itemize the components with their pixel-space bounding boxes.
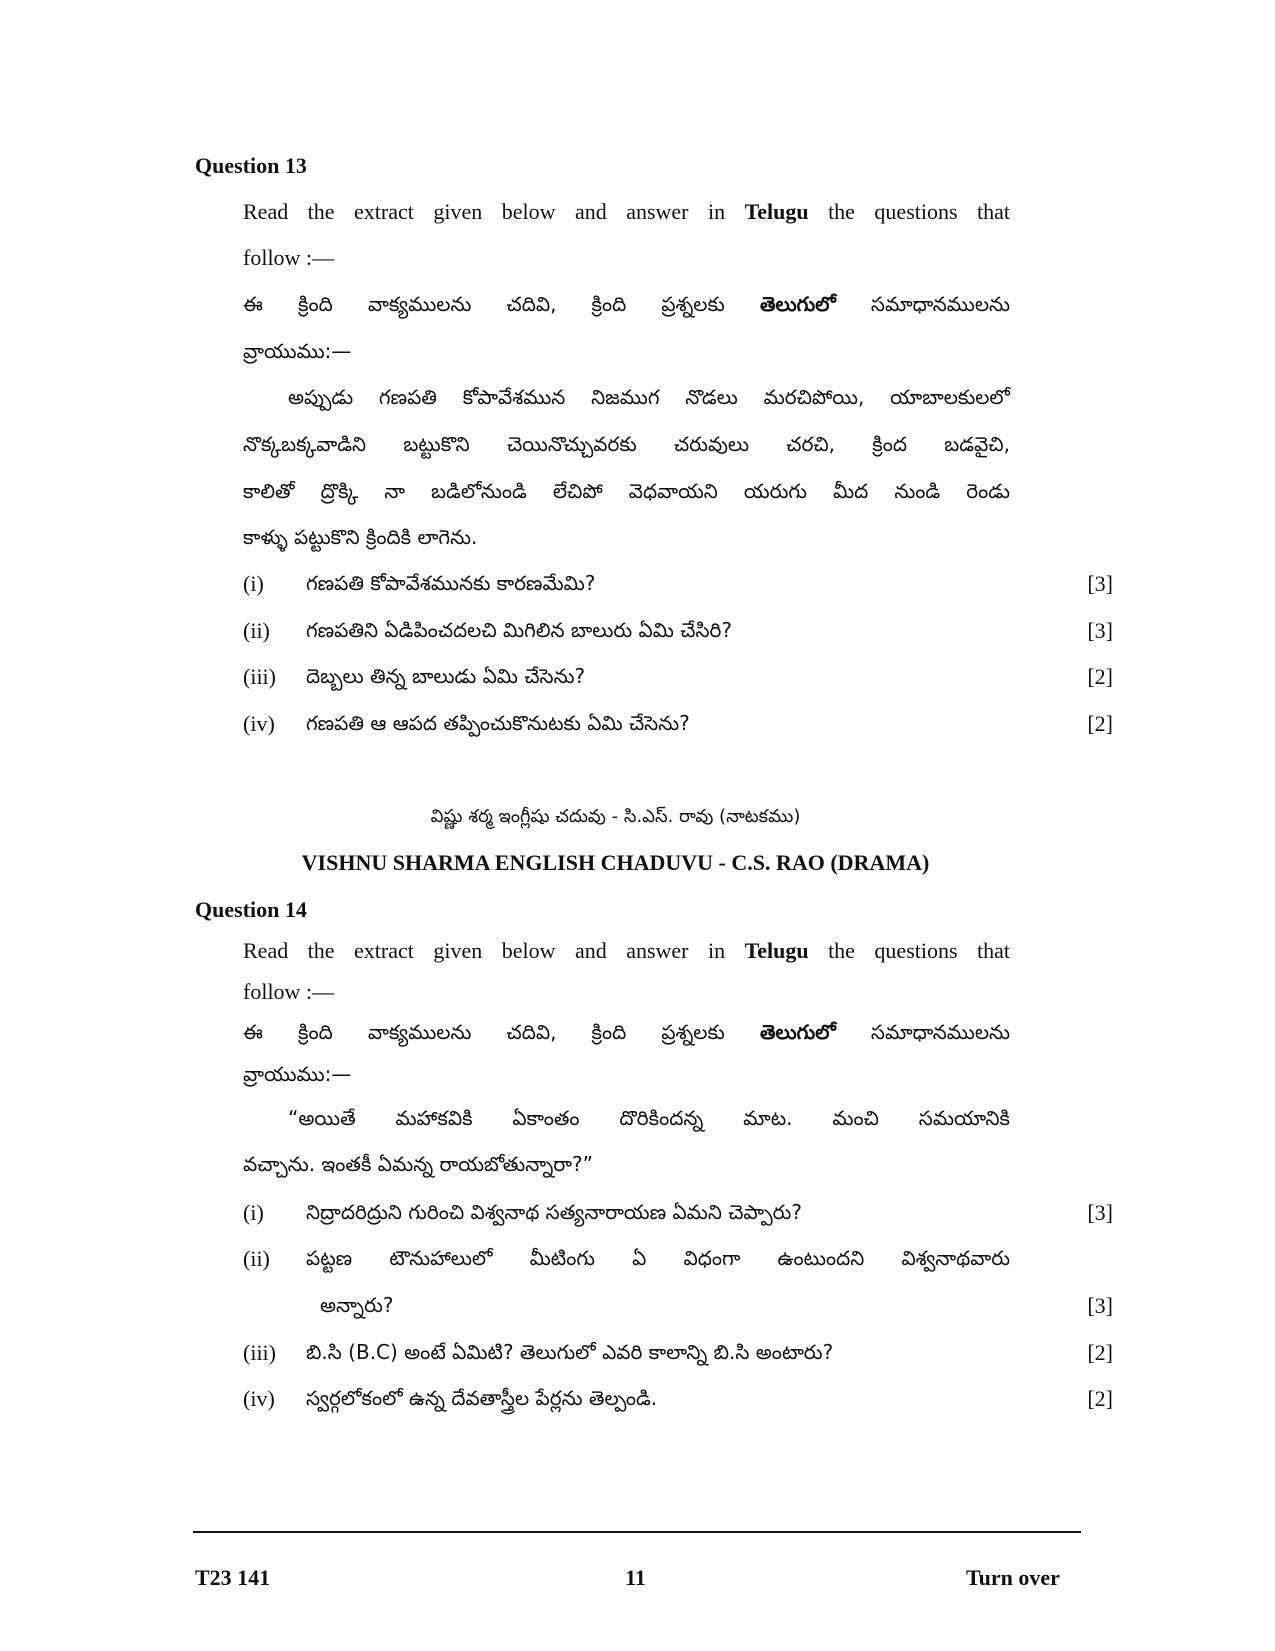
q13-extract-line: కాళ్ళు పట్టుకొని క్రిందికి లాగెను. <box>243 525 478 549</box>
q13-extract-line: కాలితో ద్రొక్కి నా బడిలోనుండి లేచిపో వెధవాయని యరుగు మీద నుండి రెండు <box>243 479 1010 503</box>
item-number: (ii) <box>243 618 270 643</box>
section-title-english: VISHNU SHARMA ENGLISH CHADUVU - C.S. RAO (DRAMA) <box>301 850 930 875</box>
q13-item-ii <box>243 618 1113 648</box>
item-number: (i) <box>243 1200 264 1225</box>
footer-rule <box>193 1531 1081 1533</box>
item-marks: [2] <box>1087 664 1113 689</box>
q14-item-iv <box>243 1386 1113 1416</box>
q13-extract-line: నొక్కబక్కవాడిని బట్టుకొని చెయినొచ్చువరకు చరువులు చరచి, క్రింద బడవైచి, <box>243 432 1010 456</box>
q14-instruction-telugu-line2: వ్రాయుము:— <box>243 1062 352 1086</box>
question-13-heading: Question 13 <box>195 153 307 178</box>
q13-instruction-english-line2: follow :— <box>243 245 335 270</box>
q14-item-ii <box>243 1246 1113 1276</box>
item-question: గణపతి కోపావేశమునకు కారణమేమి? <box>306 571 596 595</box>
item-marks: [2] <box>1087 711 1113 736</box>
item-question: నిద్రాదరిద్రుని గురించి విశ్వనాథ సత్యనారాయణ ఏమని చెప్పారు? <box>306 1200 802 1224</box>
item-marks: [3] <box>1087 571 1113 596</box>
q14-item-iii <box>243 1340 1113 1370</box>
q14-item-ii-continued <box>243 1293 1113 1323</box>
q13-item-iv <box>243 711 1113 741</box>
item-number: (iv) <box>243 1386 275 1411</box>
q13-extract-line: అప్పుడు గణపతి కోపావేశమున నిజముగ నొడలు మరచిపోయి, యాబాలకులలో <box>288 385 1010 409</box>
q13-instruction-telugu-line2: వ్రాయుము:— <box>243 339 352 363</box>
item-marks: [3] <box>1087 1293 1113 1318</box>
q13-item-i <box>243 571 1113 601</box>
item-marks: [2] <box>1087 1386 1113 1411</box>
item-question: పట్టణ టౌనుహాలులో మీటింగు ఏ విధంగా ఉంటుందని విశ్వనాథవారు <box>306 1246 1010 1270</box>
page-number: 11 <box>625 1565 646 1590</box>
item-question: దెబ్బలు తిన్న బాలుడు ఏమి చేసెను? <box>306 664 586 688</box>
item-question: అన్నారు? <box>320 1293 394 1317</box>
q13-item-iii <box>243 664 1113 694</box>
item-number: (iii) <box>243 664 276 689</box>
item-marks: [3] <box>1087 1200 1113 1225</box>
item-question: బి.సి (B.C) అంటే ఏమిటి? తెలుగులో ఎవరి కాలాన్ని బి.సి అంటారు? <box>306 1340 834 1364</box>
q14-extract-line: “అయితే మహాకవికి ఏకాంతం దొరికిందన్న మాట. మంచి సమయానికి <box>288 1106 1010 1130</box>
item-marks: [2] <box>1087 1340 1113 1365</box>
item-number: (iv) <box>243 711 275 736</box>
q13-instruction-english: Read the extract given below and answer in Telugu the questions that <box>243 199 1011 224</box>
item-number: (i) <box>243 571 264 596</box>
q14-instruction-english-line2: follow :— <box>243 979 335 1004</box>
question-14-heading: Question 14 <box>195 897 307 922</box>
item-number: (iii) <box>243 1340 276 1365</box>
item-marks: [3] <box>1087 618 1113 643</box>
item-question: గణపతి ఆ ఆపద తప్పించుకొనుటకు ఏమి చేసెను? <box>306 711 690 735</box>
q14-item-i <box>243 1200 1113 1230</box>
item-number: (ii) <box>243 1246 270 1271</box>
q14-extract-line: వచ్చాను. ఇంతకీ ఏమన్న రాయబోతున్నారా?” <box>243 1152 594 1176</box>
item-question: గణపతిని ఏడిపించదలచి మిగిలిన బాలురు ఏమి చేసిరి? <box>306 618 733 642</box>
item-question: స్వర్గలోకంలో ఉన్న దేవతాస్త్రీల పేర్లను తెల్పండి. <box>306 1386 658 1410</box>
q14-instruction-telugu: ఈ క్రింది వాక్యములను చదివి, క్రింది ప్రశ్నలకు తెలుగులో సమాధానములను <box>243 1020 1010 1044</box>
paper-code: T23 141 <box>195 1565 271 1590</box>
q13-instruction-telugu: ఈ క్రింది వాక్యములను చదివి, క్రింది ప్రశ్నలకు తెలుగులో సమాధానములను <box>243 292 1010 316</box>
turn-over-label: Turn over <box>966 1565 1060 1590</box>
section-title-telugu: విష్ణు శర్మ ఇంగ్లీషు చదువు - సి.ఎస్. రావు (నాటకము) <box>430 806 801 827</box>
q14-instruction-english: Read the extract given below and answer in Telugu the questions that <box>243 938 1011 963</box>
